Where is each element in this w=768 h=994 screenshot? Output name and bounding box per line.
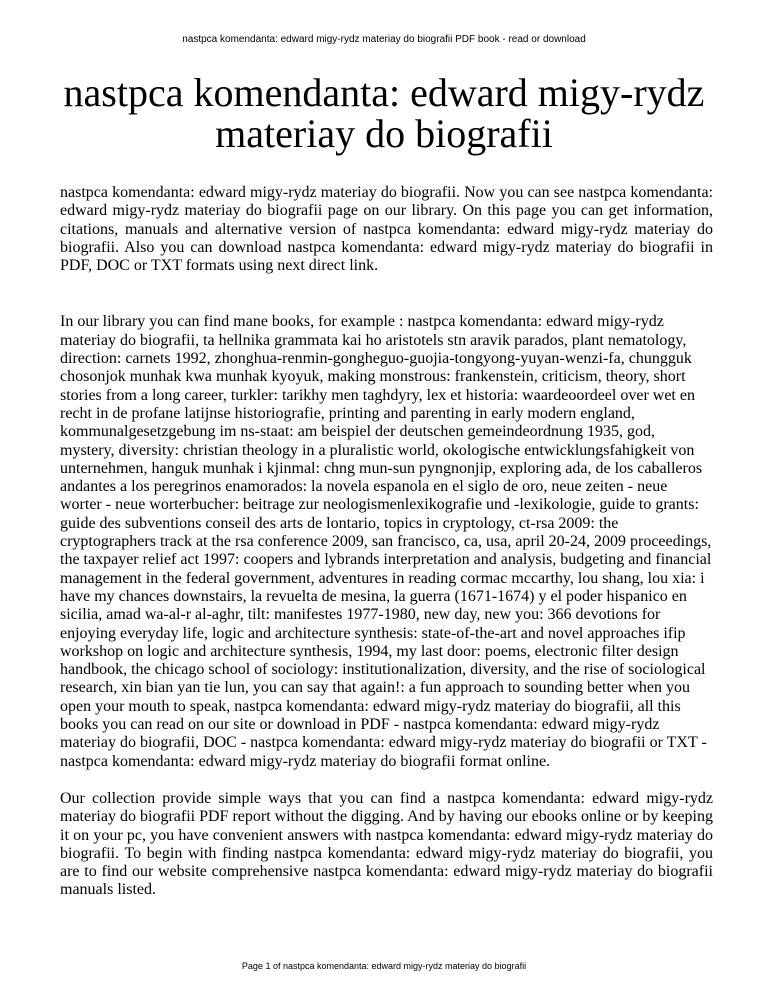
intro-paragraph: nastpca komendanta: edward migy-rydz materiay do biografii. Now you can see nastpca komendanta: edward migy-rydz materiay do biografii page on our library. On this page you can get information, citations, manuals and alternative version of nastpca komendanta: edward migy-rydz materiay do biografii. Also you can download nastpca komendanta: edward migy-rydz materiay do biografii in PDF, DOC or TXT formats using next direct link. — [60, 184, 713, 275]
page-footer: Page 1 of nastpca komendanta: edward migy-rydz materiay do biografii — [241, 961, 527, 971]
page-header: nastpca komendanta: edward migy-rydz materiay do biografii PDF book - read or download — [182, 34, 586, 45]
book-list-paragraph: In our library you can find mane books, for example : nastpca komendanta: edward migy-rydz materiay do biografii, ta hellnika grammata kai ho aristotels stn aravik parados, plant nematology, direction: carnets 1992, zhonghua-renmin-gongheguo-guojia-tongyong-yuyan-wenzi-fa, chungguk chosonjok munhak kwa munhak kyoyuk, making monstrous: frankenstein, criticism, theory, short stories from a long career, turkler: tarikhy men taghdyry, lex et historia: waardeoordeel over wet en recht in de profane latijnse historiografie, printing and parenting in early modern england, kommunalgesetzgebung im ns-staat: am beispiel der deutschen gemeindeordnung 1935, god, mystery, diversity: christian theology in a pluralistic world, okologische entwicklungsfahigkeit von unternehmen, hanguk munhak i kjinmal: chng mun-sun pyngnonjip, exploring ada, de los caballeros andantes a los peregrinos enamorados: la novela espanola en el siglo de oro, neue zeiten - neue worter - neue worterbucher: beitrage zur neologismenlexikografie und -lexikologie, guide to grants: guide des subventions conseil des arts de lontario, topics in cryptology, ct-rsa 2009: the cryptographers track at the rsa conference 2009, san francisco, ca, usa, april 20-24, 2009 proceedings, the taxpayer relief act 1997: coopers and lybrands interpretation and analysis, budgeting and financial management in the federal government, adventures in reading cormac mccarthy, lou shang, lou xia: i have my chances downstairs, la revuelta de mesina, la guerra (1671-1674) y el poder hispanico en sicilia, amad wa-al-r al-aghr, tilt: manifestes 1977-1980, new day, new you: 366 devotions for enjoying everyday life, logic and architecture synthesis: state-of-the-art and novel approaches ifip workshop on logic and architecture synthesis, 1994, my last door: poems, electronic filter design handbook, the chicago school of sociology: institutionalization, diversity, and the rise of sociological research, xin bian yan tie lun, you can say that again!: a fun approach to sounding better when you open your mouth to speak, nastpca komendanta: edward migy-rydz materiay do biografii, all this books you can read on our site or download in PDF - nastpca komendanta: edward migy-rydz materiay do biografii, DOC - nastpca komendanta: edward migy-rydz materiay do biografii or TXT - nastpca komendanta: edward migy-rydz materiay do biografii format online. — [60, 313, 712, 770]
collection-paragraph: Our collection provide simple ways that you can find a nastpca komendanta: edward migy-rydz materiay do biografii PDF report without the digging. And by having our ebooks online or by keeping it on your pc, you have convenient answers with nastpca komendanta: edward migy-rydz materiay do biografii. To begin with finding nastpca komendanta: edward migy-rydz materiay do biografii, you are to find our website comprehensive nastpca komendanta: edward migy-rydz materiay do biografii manuals listed. — [60, 789, 713, 899]
page-title: nastpca komendanta: edward migy-rydz materiay do biografii — [63, 70, 705, 156]
document-body — [60, 184, 713, 900]
